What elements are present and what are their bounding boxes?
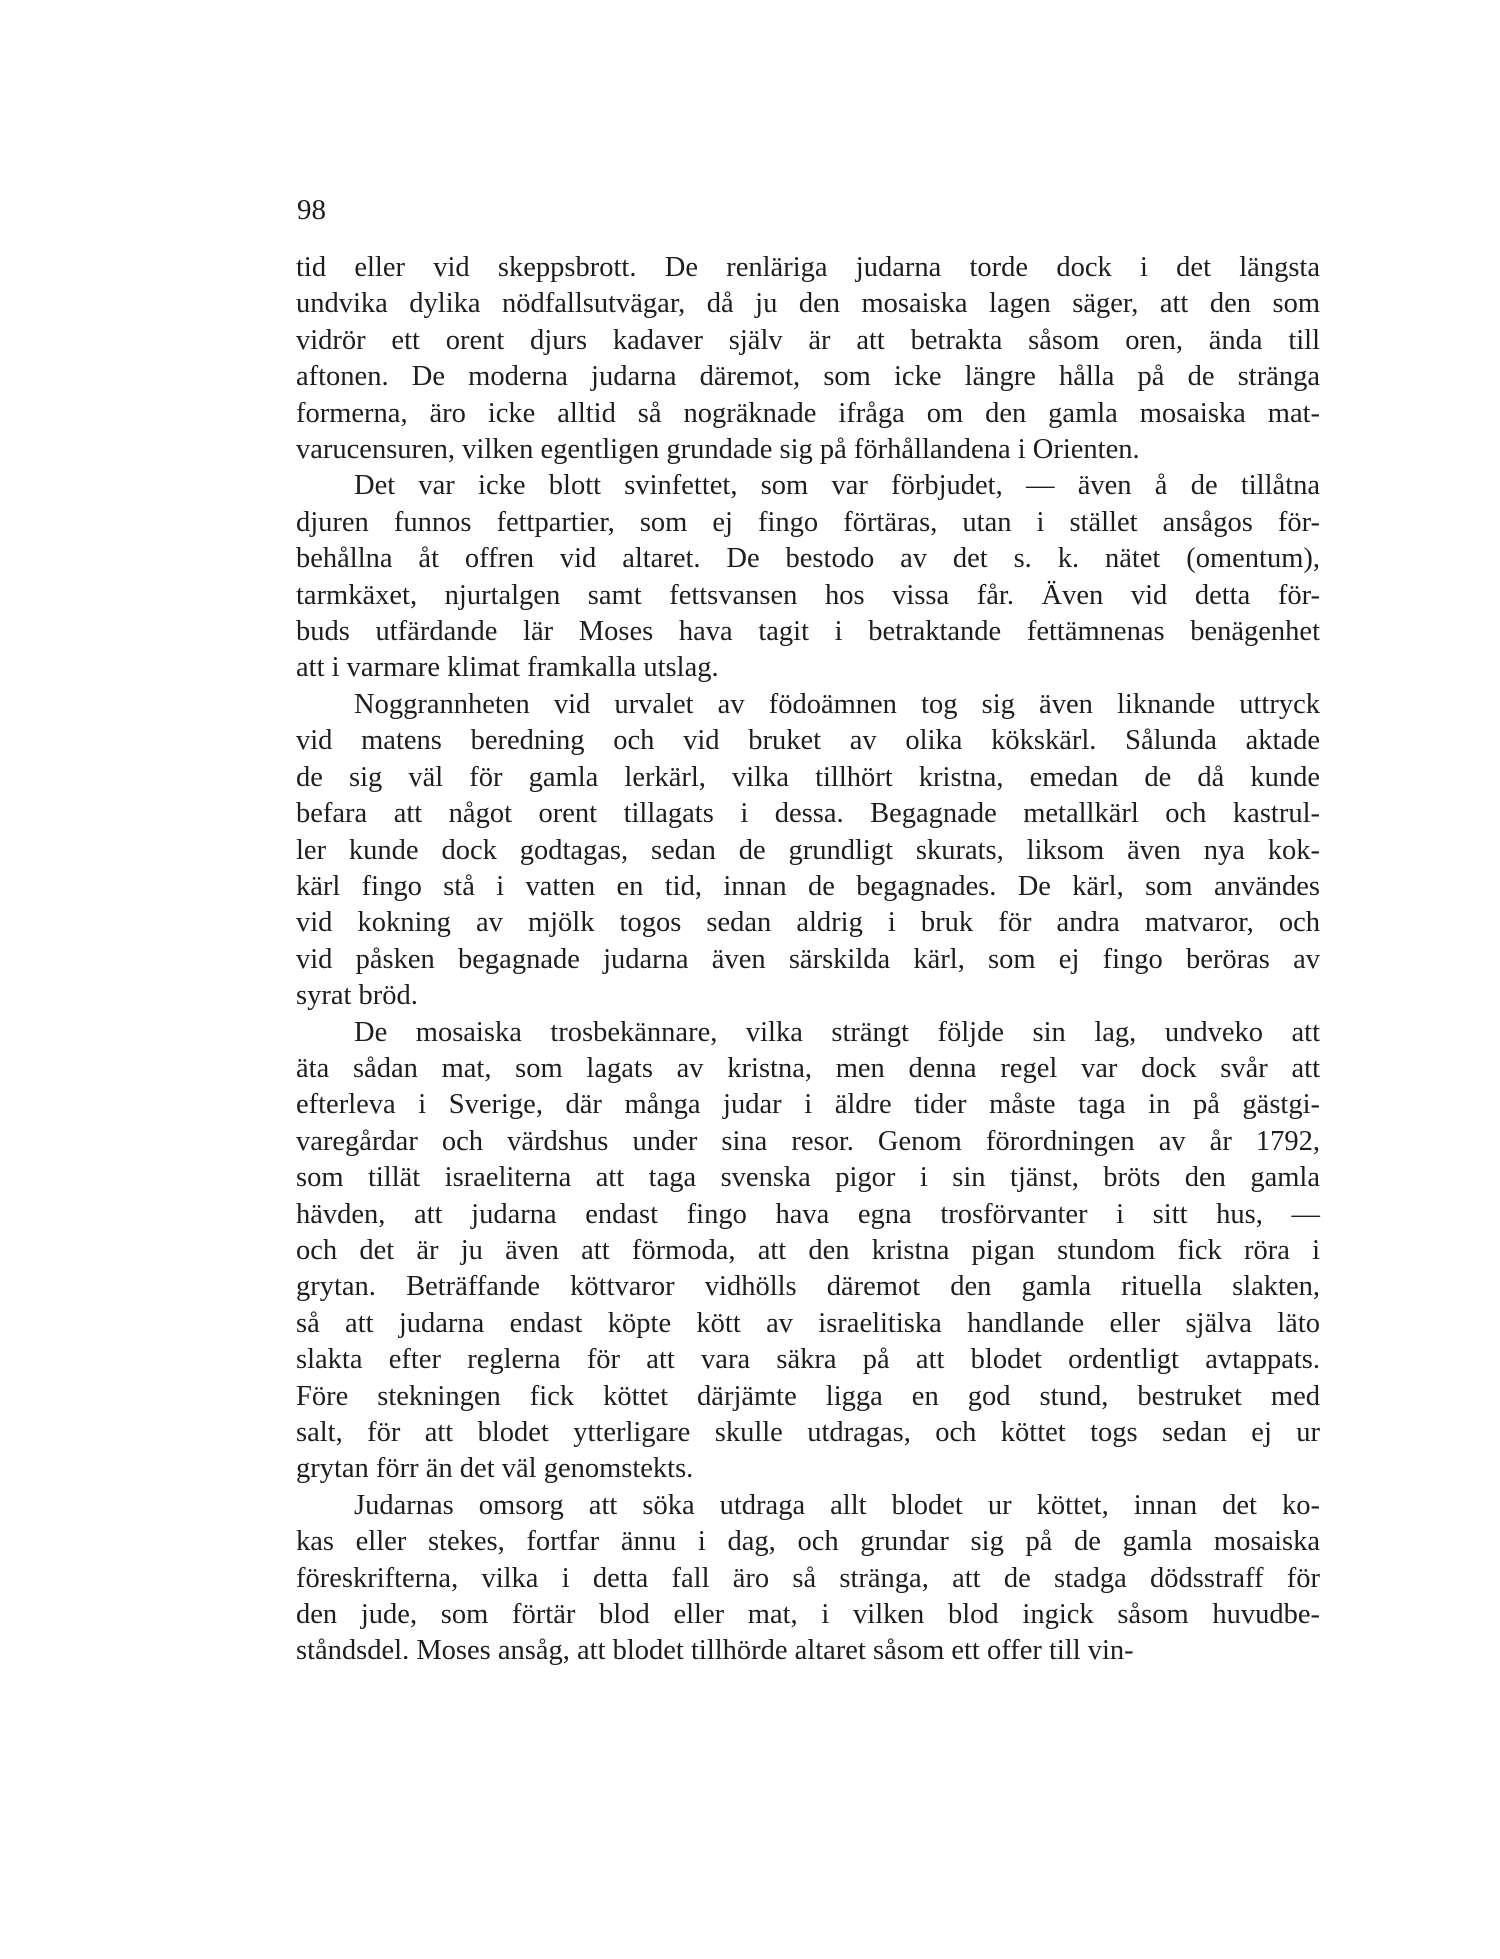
text-line: att i varmare klimat framkalla utslag. xyxy=(296,652,719,684)
paragraph xyxy=(296,687,1320,1015)
text-line: Judarnas omsorg att söka utdraga allt blodet ur köttet, innan det ko- xyxy=(354,1489,1320,1521)
text-line: så att judarna endast köpte kött av israelitiska handlande eller själva läto xyxy=(296,1307,1320,1339)
text-line: de sig väl för gamla lerkärl, vilka tillhört kristna, emedan de då kunde xyxy=(296,761,1320,793)
text-line: kärl fingo stå i vatten en tid, innan de begagnades. De kärl, som användes xyxy=(296,870,1320,902)
paragraph xyxy=(296,1488,1320,1670)
text-line: formerna, äro icke alltid så nogräknade ifråga om den gamla mosaiska mat- xyxy=(296,397,1320,429)
text-line: buds utfärdande lär Moses hava tagit i betraktande fettämnenas benägenhet xyxy=(296,616,1320,648)
text-line: salt, för att blodet ytterligare skulle utdragas, och köttet togs sedan ej ur xyxy=(296,1417,1320,1448)
text-line: tarmkäxet, njurtalgen samt fettsvansen hos vissa får. Även vid detta för- xyxy=(296,579,1320,611)
text-line: kas eller stekes, fortfar ännu i dag, och grundar sig på de gamla mosaiska xyxy=(296,1526,1320,1558)
text-line: vidrör ett orent djurs kadaver själv är att betrakta såsom oren, ända till xyxy=(296,324,1320,356)
text-line: behållna åt offren vid altaret. De bestodo av det s. k. nätet (omentum), xyxy=(296,543,1320,575)
paragraph xyxy=(296,1015,1320,1488)
text-line: syrat bröd. xyxy=(296,980,418,1012)
paragraph xyxy=(296,250,1320,468)
text-line: grytan. Beträffande köttvaror vidhölls däremot den gamla rituella slakten, xyxy=(296,1271,1320,1303)
text-line: De mosaiska trosbekännare, vilka strängt följde sin lag, undveko att xyxy=(354,1016,1320,1048)
text-line: och det är ju även att förmoda, att den kristna pigan stundom fick röra i xyxy=(296,1234,1320,1266)
paragraph xyxy=(296,468,1320,686)
text-line: hävden, att judarna endast fingo hava egna trosförvanter i sitt hus, — xyxy=(296,1198,1320,1230)
text-line: djuren funnos fettpartier, som ej fingo förtäras, utan i stället ansågos för- xyxy=(296,506,1320,538)
text-line: tid eller vid skeppsbrott. De renläriga judarna torde dock i det längsta xyxy=(296,252,1320,283)
text-line: Noggrannheten vid urvalet av födoämnen tog sig även liknande uttryck xyxy=(354,688,1320,720)
text-line: Före stekningen fick köttet därjämte ligga en god stund, bestruket med xyxy=(296,1380,1320,1412)
text-line: efterleva i Sverige, där många judar i äldre tider måste taga in på gästgi- xyxy=(296,1089,1320,1121)
text-line: aftonen. De moderna judarna däremot, som icke längre hålla på de stränga xyxy=(296,361,1320,393)
text-line: grytan förr än det väl genomstekts. xyxy=(296,1453,694,1485)
text-line: vid matens beredning och vid bruket av olika kökskärl. Sålunda aktade xyxy=(296,725,1320,757)
text-line: äta sådan mat, som lagats av kristna, men denna regel var dock svår att xyxy=(296,1052,1320,1084)
text-line: ler kunde dock godtagas, sedan de grundligt skurats, liksom även nya kok- xyxy=(296,834,1320,866)
text-line: Det var icke blott svinfettet, som var förbjudet, — även å de tillåtna xyxy=(354,470,1320,502)
text-line: befara att något orent tillagats i dessa. Begagnade metallkärl och kastrul- xyxy=(296,798,1320,830)
text-line: varegårdar och värdshus under sina resor. Genom förordningen av år 1792, xyxy=(296,1125,1320,1157)
text-line: ståndsdel. Moses ansåg, att blodet tillhörde altaret såsom ett offer till vin- xyxy=(296,1635,1134,1667)
page-number: 98 xyxy=(297,194,326,226)
text-line: vid kokning av mjölk togos sedan aldrig i bruk för andra matvaror, och xyxy=(296,907,1320,939)
text-line: föreskrifterna, vilka i detta fall äro så stränga, att de stadga dödsstraff för xyxy=(296,1562,1320,1594)
text-line: den jude, som förtär blod eller mat, i vilken blod ingick såsom huvudbe- xyxy=(296,1599,1320,1631)
text-line: varucensuren, vilken egentligen grundade sig på förhållandena i Orienten. xyxy=(296,434,1140,466)
text-line: undvika dylika nödfallsutvägar, då ju den mosaiska lagen säger, att den som xyxy=(296,288,1320,320)
text-line: vid påsken begagnade judarna även särskilda kärl, som ej fingo beröras av xyxy=(296,943,1320,975)
text-line: slakta efter reglerna för att vara säkra på att blodet ordentligt avtappats. xyxy=(296,1344,1320,1376)
body-text xyxy=(296,250,1320,1670)
text-line: som tillät israeliterna att taga svenska pigor i sin tjänst, bröts den gamla xyxy=(296,1162,1320,1194)
